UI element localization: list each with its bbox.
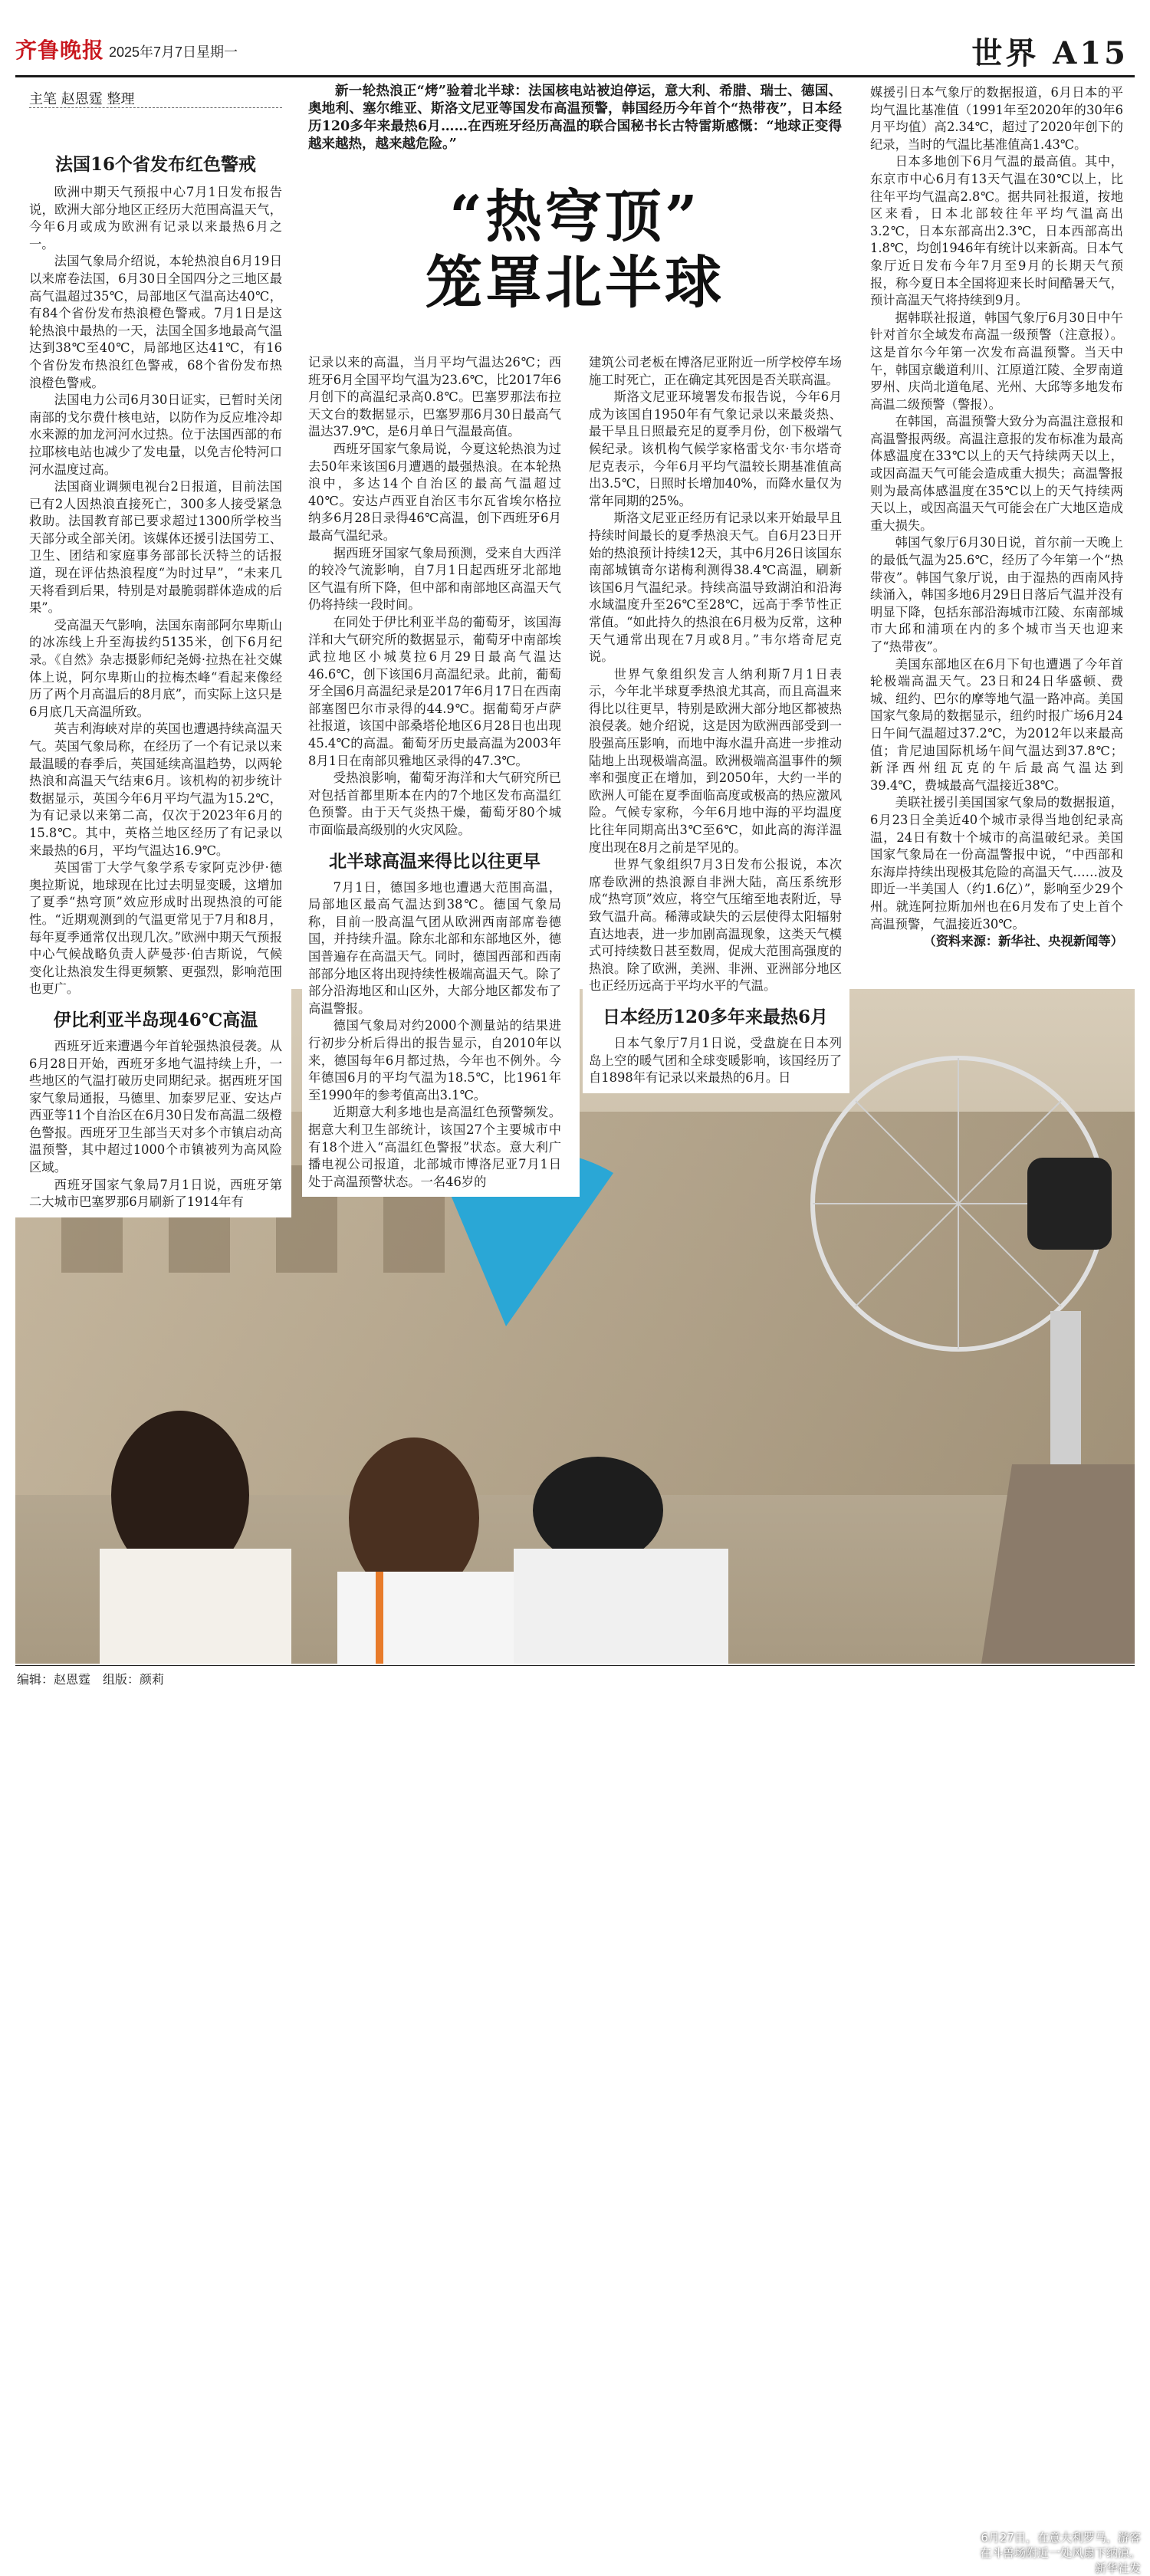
issue-weekday: 星期一 [196,44,238,61]
masthead [0,0,1150,84]
paragraph: 近期意大利多地也是高温红色预警频发。据意大利卫生部统计，该国27个主要城市中有18个进入“高温红色警报”状态。意大利广播电视公司报道，北部城市博洛尼亚7月1日处于高温预警状态。一名46岁的 [308,1105,561,1189]
subhead-iberia: 伊比利亚半岛现46℃高温 [53,1009,258,1030]
paragraph: 世界气象组织发言人纳利斯7月1日表示，今年北半球夏季热浪尤其高，而且高温来得比以往更早，特别是欧洲大部分地区都被热浪侵袭。她介绍说，这是因为欧洲西部受到一股强高压影响，而地中海水温升高进一步推动陆地上出现极端高温。欧洲极端高温事件的频率和强度正在增加，到2050年，大约一半的欧洲人可能在夏季面临高度或极高的热应激风险。气候专家称，今年6月地中海的平均温度比往年同期高出3℃至6℃，如此高的海洋温度出现在8月之前是罕见的。 [589,666,842,855]
paragraph: 记录以来的高温，当月平均气温达26℃；西班牙6月全国平均气温为23.6℃，比2017年6月创下的高温纪录高0.8℃。巴塞罗那法布拉天文台的数据显示，巴塞罗那6月30日最高气温达37.9℃，是6月单日气温最高值。 [308,355,561,439]
subhead-japan: 日本经历120多年来最热6月 [602,1006,828,1027]
paragraph: 法国电力公司6月30日证实，已暂时关闭南部的戈尔费什核电站，以防作为反应堆冷却水来源的加龙河河水过热。位于法国西部的布拉耶核电站也减少了发电量，以免吉伦特河口河水温度过高。 [29,393,282,477]
paragraph: 受热浪影响，葡萄牙海洋和大气研究所已对包括首都里斯本在内的7个地区发布高温红色预警。由于天气炎热干燥，葡萄牙80个城市面临最高级别的火灾风险。 [308,770,561,838]
column-4 [870,84,1123,951]
paragraph: 在韩国，高温预警大致分为高温注意报和高温警报两级。高温注意报的发布标准为最高体感温度在33℃以上的天气持续两天以上，或因高温天气可能会造成重大损失；高温警报则为最高体感温度在35℃以上的天气持续两天以上，或因高温天气可能会在广大地区造成重大损失。 [870,414,1123,533]
paragraph: 西班牙近来遭遇今年首轮强热浪侵袭。从6月28日开始，西班牙多地气温持续上升，一些地区的气温打破历史同期纪录。据西班牙国家气象局通报，马德里、加泰罗尼亚、安达卢西亚等11个自治区在6月30日发布高温二级橙色警报。西班牙卫生部当天对多个市镇启动高温预警，其中超过1000个市镇被列为高风险区域。 [29,1038,282,1175]
paragraph: 建筑公司老板在博洛尼亚附近一所学校停车场施工时死亡，正在确定其死因是否关联高温。 [589,355,842,387]
paragraph: 美联社援引美国国家气象局的数据报道，6月23日全美近40个城市录得当地创纪录高温，24日有数十个城市的高温破纪录。美国国家气象局在一份高温警报中说，“中西部和东海岸持续出现极其危险的高温天气……波及即近一半美国人（约1.6亿）”，影响至少29个州。就连阿拉斯加州也在6月发布了史上首个高温预警，气温接近30℃。 [870,795,1123,932]
source-note: （资料来源：新华社、央视新闻等） [923,934,1123,949]
paragraph: 据韩联社报道，韩国气象厅6月30日中午针对首尔全域发布高温一级预警（注意报）。这是首尔今年第一次发布高温预警。当天中午，韩国京畿道利川、江原道江陵、全罗南道罗州、庆尚北道龟尾、光州、大邱等多地发布高温二级预警（警报）。 [870,310,1123,412]
paragraph: 据西班牙国家气象局预测，受来自大西洋的较冷气流影响，自7月1日起西班牙北部地区气温有所下降，但中部和南部地区高温天气仍将持续一段时间。 [308,545,561,613]
footer-rule [15,1665,1135,1666]
paragraph: 斯洛文尼亚环境署发布报告说，今年6月成为该国自1950年有气象记录以来最炎热、最干旱且日照最充足的夏季月份，创下极端气候纪录。该机构气候学家格雷戈尔·韦尔塔奇尼克表示，今年6月平均气温较长期基准值高出3.5℃，日照时长增加40%，而降水量仅为常年同期的25%。 [589,389,842,508]
paragraph: 西班牙国家气象局说，今夏这轮热浪为过去50年来该国6月遭遇的最强热浪。在本轮热浪中，多达14个自治区的最高气温超过40℃。安达卢西亚自治区韦尔瓦省埃尔格拉纳多6月28日录得46℃高温，创下西班牙6月最高气温纪录。 [308,441,561,543]
column-1 [29,153,282,1211]
paragraph: 西班牙国家气象局7月1日说，西班牙第二大城市巴塞罗那6月刷新了1914年有 [29,1177,282,1210]
headline-line-2: 笼罩北半球 [426,250,724,316]
header-rule [15,75,1135,77]
paragraph: 世界气象组织7月3日发布公报说，本次席卷欧洲的热浪源自非洲大陆，高压系统形成“热穹顶”效应，将空气压缩至地表附近，导致气温升高。稀薄或缺失的云层使得太阳辐射直达地表，进一步加剧高温现象，这类天气模式可持续数日甚至数周，促成大范围高强度的热浪。除了欧洲，美洲、非洲、亚洲部分地区也正经历远高于平均水平的气温。 [589,857,842,994]
paragraph: 欧洲中期天气预报中心7月1日发布报告说，欧洲大部分地区正经历大范围高温天气，今年6月或成为欧洲有记录以来最热6月之一。 [29,185,282,251]
footer-credits: 编辑：赵恩霆 组版：颜莉 [17,1672,165,1687]
issue-date: 2025年7月7日 [109,44,197,60]
paragraph: 韩国气象厅6月30日说，首尔前一天晚上的最低气温为25.6℃，经历了今年第一个“热带夜”。韩国气象厅说，由于湿热的西南风持续涌入，韩国多地6月29日日落后气温并没有明显下降，包括东部沿海城市江陵、东南部城市大邱和浦项在内的多个城市当天也迎来了“热带夜”。 [870,535,1123,654]
section-page-label: 世界 A15 [971,35,1129,71]
column-3 [589,354,842,1087]
paragraph: 英吉利海峡对岸的英国也遭遇持续高温天气。英国气象局称，在经历了一个有记录以来最温暖的春季后，英国延续高温趋势，以两轮热浪和高温天气结束6月。该机构的初步统计数据显示，英国今年6月平均气温为15.2℃，为有记录以来第二高，仅次于2023年6月的15.8℃。其中，英格兰地区经历了有记录以来最热的6月，平均气温达16.9℃。 [29,721,282,858]
paragraph: 法国气象局介绍说，本轮热浪自6月19日以来席卷法国，6月30日全国四分之三地区最高气温超过35℃，局部地区气温高达40℃，有84个省份发布热浪橙色警戒。7月1日是这轮热浪中最热的一天，法国全国多地最高气温达到38℃至40℃，局部地区达41℃，有16个省份发布热浪红色警戒，68个省份发布热浪橙色警戒。 [29,254,282,390]
paragraph: 英国雷丁大学气象学系专家阿克沙伊·德奥拉斯说，地球现在比过去明显变暖，这增加了夏季“热穹顶”效应形成时出现热浪的可能性。“近期观测到的气温更常见于7月和8月，每年夏季通常仅出现几次。”欧洲中期天气预报中心气候战略负责人萨曼莎·伯吉斯说，气候变化让热浪发生得更频繁、更强烈，影响范围也更广。 [29,860,282,997]
paragraph: 日本气象厅7月1日说，受盘旋在日本列岛上空的暖气团和全球变暖影响，该国经历了自1898年有记录以来最热的6月。日 [589,1035,842,1086]
editor-rule [29,107,282,108]
headline-line-1: “热穹顶” [449,184,701,250]
subhead-france: 法国16个省发布红色警戒 [54,154,256,175]
paragraph: 美国东部地区在6月下旬也遭遇了今年首轮极端高温天气。23日和24日华盛顿、费城、纽约、巴尔的摩等地气温一路冲高。美国国家气象局的数据显示，纽约时报广场6月24日午间气温超过37.2℃，为2012年以来最高值；肯尼迪国际机场午间气温达到37.8℃；新泽西州纽瓦克的午后最高气温达到39.4℃，费城最高气温接近38℃。 [870,656,1123,793]
editor-credit: 主笔 赵恩霆 整理 [29,91,135,107]
subhead-northern-hemisphere: 北半球高温来得比以往更早 [329,850,540,872]
paragraph: 受高温天气影响，法国东南部阿尔卑斯山的冰冻线上升至海拔约5135米，创下6月纪录。《自然》杂志摄影师纪尧姆·拉热在社交媒体上说，阿尔卑斯山的拉梅杰峰“看起来像经历了两个月高温后的8月底”，而实际上这只是6月底几天高温所致。 [29,617,282,719]
photo-caption: 6月27日，在意大利罗马，游客 在斗兽场附近一处风扇下纳凉。 新华社发 [979,2531,1141,2575]
main-headline [330,184,820,316]
paragraph: 法国商业调频电视台2日报道，目前法国已有2人因热浪直接死亡，300多人接受紧急救助。法国教育部已要求超过1300所学校当天部分或全部关闭。该媒体还援引法国劳工、卫生、团结和家庭事务部部长沃特兰的话报道，现在评估热浪程度“为时过早”，“未来几天将看到后果，特别是对最脆弱群体造成的后果”。 [29,479,282,616]
paragraph: 斯洛文尼亚正经历有记录以来开始最早且持续时间最长的夏季热浪天气。自6月23日开始的热浪预计持续12天，其中6月26日该国东南部城镇奇尔诺梅利测得38.4℃高温，刷新该国6月气温纪录。持续高温导致湖泊和沿海水域温度升至26℃至28℃，远高于季节性正常值。“如此持久的热浪在6月极为反常，这种天气通常出现在7月或8月。”韦尔塔奇尼克说。 [589,511,842,665]
newspaper-logo: 齐鲁晚报 [15,38,105,63]
column-2 [308,354,561,1191]
paragraph: 7月1日，德国多地也遭遇大范围高温，局部地区最高气温达到38℃。德国气象局称，目前一股高温气团从欧洲西南部席卷德国，并持续升温。除东北部和东部地区外，德国普遍存在高温天气。同时，德国西部和西南部部分地区将出现持续性极端高温天气。除了部分沿海地区和山区外，大部分地区都发布了高温警报。 [308,879,561,1016]
paragraph: 日本多地创下6月气温的最高值。其中，东京市中心6月有13天气温在30℃以上，比往年平均气温高2.8℃。据共同社报道，按地区来看，日本北部较往年平均气温高出3.2℃，日本东部高出2.3℃，日本西部高出1.8℃，均创1946年有统计以来新高。日本气象厅近日发布今年7月至9月的长期天气预报，称今夏日本全国将迎来长时间酷暑天气，预计高温天气将持续到9月。 [870,154,1123,308]
paragraph: 德国气象局对约2000个测量站的结果进行初步分析后得出的报告显示，自2010年以来，德国每年6月都过热，今年也不例外。今年德国6月的平均气温为18.5℃，比1961年至1990年的参考值高出3.1℃。 [308,1018,561,1102]
article-lede: 新一轮热浪正“烤”验着北半球：法国核电站被迫停运，意大利、希腊、瑞士、德国、奥地利、塞尔维亚、斯洛文尼亚等国发布高温预警，韩国经历今年首个“热带夜”，日本经历120多年来最热6月……在西班牙经历高温的联合国秘书长古特雷斯感慨：“地球正变得越来越热，越来越危险。” [308,84,842,152]
paragraph: 媒援引日本气象厅的数据报道，6月日本的平均气温比基准值（1991年至2020年的30年6月平均值）高2.34℃，超过了2020年创下的纪录，当时的气温比基准值高1.43℃。 [870,85,1123,152]
paragraph: 在同处于伊比利亚半岛的葡萄牙，该国海洋和大气研究所的数据显示，葡萄牙中南部埃武拉地区小城莫拉6月29日最高气温达46.6℃，创下该国6月高温纪录。此前，葡萄牙全国6月高温纪录是2017年6月17日在西南部塞图巴尔市录得的44.9℃。据葡萄牙卢萨社报道，该国中部桑塔伦地区6月28日也出现45.4℃的高温。葡萄牙历史最高温为2003年8月1日在南部贝雅地区录得的47.3℃。 [308,614,561,768]
